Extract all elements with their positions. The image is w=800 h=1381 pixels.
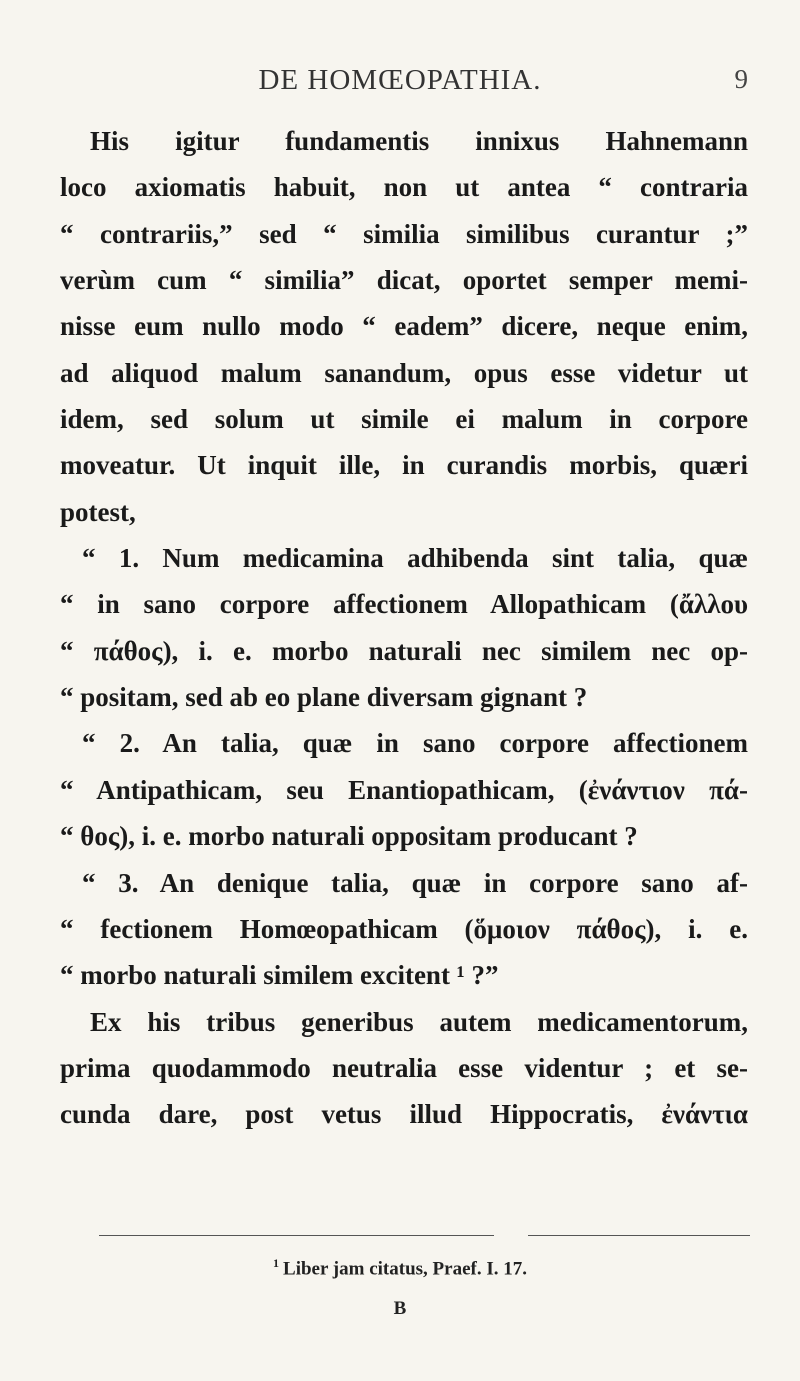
text-line: loco axiomatis habuit, non ut antea “ contraria xyxy=(60,172,748,203)
footnote-text: Liber jam citatus, Praef. I. 17. xyxy=(283,1258,527,1280)
quote-line: “ positam, sed ab eo plane diversam gignant ? xyxy=(60,682,588,713)
text-line: idem, sed solum ut simile ei malum in corpore xyxy=(60,404,748,435)
text-line: “ contrariis,” sed “ similia similibus curantur ;” xyxy=(60,218,748,249)
main-text xyxy=(60,118,748,1138)
text-line: potest, xyxy=(60,496,136,527)
text-line: prima quodammodo neutralia esse videntur ; et se- xyxy=(60,1052,748,1083)
quote-line: “ fectionem Homœopathicam (ὅμοιον πάθος), i. e. xyxy=(60,913,748,944)
quote-line: “ 1. Num medicamina adhibenda sint talia, quæ xyxy=(82,543,748,574)
quote-line: “ πάθος), i. e. morbo naturali nec similem nec op- xyxy=(60,635,748,666)
footnote-marker: 1 xyxy=(273,1256,280,1270)
text-line: His igitur fundamentis innixus Hahnemann xyxy=(90,126,748,156)
quote-line: “ Antipathicam, seu Enantiopathicam, (ἐνάντιον πά- xyxy=(60,774,748,805)
text-line: moveatur. Ut inquit ille, in curandis morbis, quæri xyxy=(60,450,748,481)
text-line: Ex his tribus generibus autem medicamentorum, xyxy=(90,1006,748,1037)
quote-line: “ θος), i. e. morbo naturali oppositam producant ? xyxy=(60,821,638,852)
running-title: DE HOMŒOPATHIA. xyxy=(258,64,542,96)
page-number: 9 xyxy=(734,64,748,94)
quote-line: “ in sano corpore affectionem Allopathicam (ἄλλου xyxy=(60,589,748,620)
footnote xyxy=(0,1256,800,1280)
signature-mark: B xyxy=(393,1298,407,1319)
footnote-rule xyxy=(99,1235,494,1236)
quote-line: “ 2. An talia, quæ in sano corpore affectionem xyxy=(82,728,748,759)
text-line: nisse eum nullo modo “ eadem” dicere, neque enim, xyxy=(60,311,748,342)
running-header xyxy=(0,64,800,104)
footnote-rule xyxy=(528,1235,750,1236)
quote-line: “ morbo naturali similem excitent ¹ ?” xyxy=(60,960,499,991)
text-line: cunda dare, post vetus illud Hippocratis, ἐνάντια xyxy=(60,1099,748,1130)
text-line: verùm cum “ similia” dicat, oportet semper memi- xyxy=(60,265,748,296)
text-line: ad aliquod malum sanandum, opus esse videtur ut xyxy=(60,357,748,388)
quote-line: “ 3. An denique talia, quæ in corpore sano af- xyxy=(82,867,748,898)
